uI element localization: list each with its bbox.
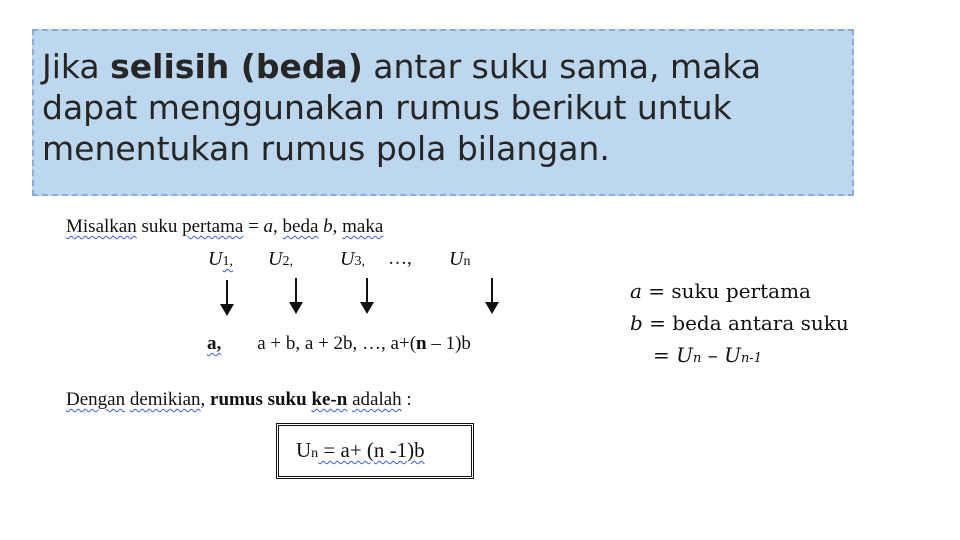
term-u3 <box>340 248 365 271</box>
value-n: n <box>416 333 427 354</box>
callout-bold-term: selisih (beda) <box>110 47 363 86</box>
doc-intro-var-a: a <box>263 216 274 237</box>
doc-intro-word: Misalkan <box>66 216 137 237</box>
term-un <box>449 248 470 271</box>
conclusion-word: demikian <box>129 389 201 410</box>
doc-conclusion-line <box>66 389 412 411</box>
side-note-b <box>630 311 849 335</box>
term-un-sub: n <box>463 254 471 269</box>
conclusion-word: : <box>401 389 412 410</box>
callout-text <box>42 46 842 169</box>
side-u2: U <box>724 343 741 367</box>
side-var-b: b <box>630 311 643 335</box>
callout-text-b: antar suku sama, maka <box>362 47 762 86</box>
side-minus: – <box>701 343 725 367</box>
doc-intro-word: beda <box>282 216 319 237</box>
doc-intro-word: maka <box>342 216 384 237</box>
callout-line-2: dapat menggunakan rumus berikut untuk <box>42 88 732 127</box>
formula-rest: = a+ (n -1)b <box>318 438 425 462</box>
side-note-a <box>630 279 811 303</box>
doc-intro-word: pertama <box>182 216 244 237</box>
arrow-down-icon <box>360 278 374 314</box>
value-a: a, <box>207 333 222 354</box>
formula-sub: n <box>311 446 319 461</box>
side-sub2: n-1 <box>740 351 762 366</box>
doc-intro-word: , <box>332 216 343 237</box>
term-dots: …, <box>388 248 412 269</box>
formula-u: U <box>296 438 312 462</box>
conclusion-word: , <box>200 389 211 410</box>
callout-line-1 <box>42 46 842 87</box>
doc-values-line <box>207 333 471 355</box>
side-sub1: n <box>692 351 702 366</box>
value-tail: – 1)b <box>426 333 471 354</box>
doc-intro-word: , <box>273 216 283 237</box>
side-note-diff <box>653 343 762 367</box>
side-var-a: a <box>630 279 642 303</box>
side-text-b: = beda antara suku <box>642 311 849 335</box>
term-u3-letter: U <box>340 248 355 270</box>
formula-text <box>296 438 425 463</box>
term-u1-letter: U <box>208 248 223 270</box>
arrow-down-icon <box>220 280 234 316</box>
term-u1 <box>208 248 233 271</box>
term-u1-sub: 1, <box>222 254 233 269</box>
term-u2 <box>268 248 293 271</box>
side-text-a: = suku pertama <box>641 279 811 303</box>
side-u1: U <box>676 343 693 367</box>
side-eq: = <box>653 343 677 367</box>
term-u2-sub: 2, <box>282 254 293 269</box>
doc-intro-word: suku <box>136 216 183 237</box>
term-un-letter: U <box>449 248 464 270</box>
arrow-down-icon <box>485 278 499 314</box>
doc-intro-word: = <box>243 216 264 237</box>
doc-intro-var-b: b <box>323 216 333 237</box>
conclusion-word: adalah <box>352 389 402 410</box>
callout-line-3: menentukan rumus pola bilangan. <box>42 129 610 168</box>
conclusion-bold-ken: ke-n <box>311 389 348 410</box>
doc-intro-line <box>66 216 383 238</box>
conclusion-bold: rumus suku <box>210 389 312 410</box>
term-u2-letter: U <box>268 248 283 270</box>
value-sequence: a + b, a + 2b, …, a+( <box>257 333 417 354</box>
arrow-down-icon <box>289 278 303 314</box>
term-u3-sub: 3, <box>354 254 365 269</box>
callout-text-a: Jika <box>42 47 111 86</box>
conclusion-word: Dengan <box>66 389 126 410</box>
